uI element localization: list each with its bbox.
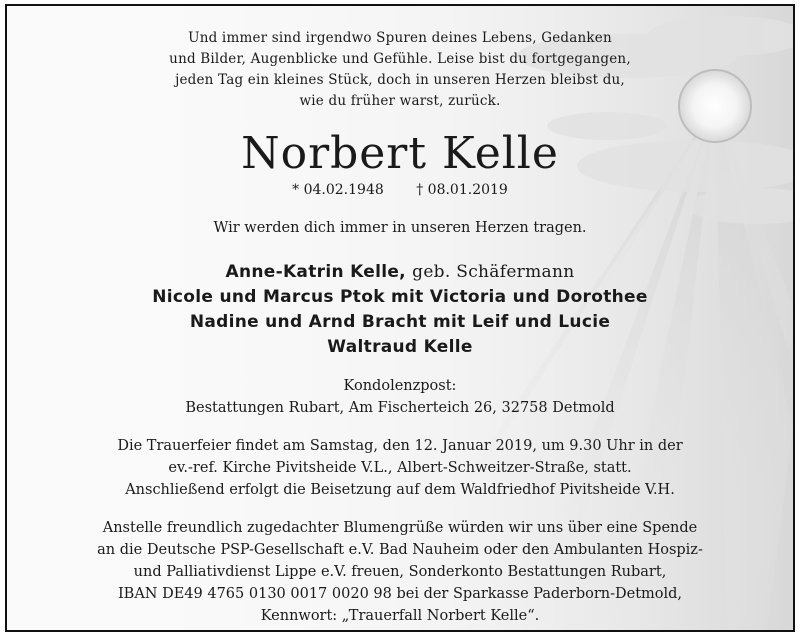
poem-line: jeden Tag ein kleines Stück, doch in unseren Herzen bleibst du, — [175, 72, 625, 88]
donation-line: Anstelle freundlich zugedachter Blumengrüße würden wir uns über eine Spende — [102, 520, 698, 536]
mourner-line — [7, 262, 793, 282]
funeral-line: ev.-ref. Kirche Pivitsheide V.L., Albert-Schweitzer-Straße, statt. — [168, 460, 632, 476]
poem-line: wie du früher warst, zurück. — [299, 93, 501, 109]
birth-date: * 04.02.1948 — [292, 182, 384, 198]
donation-line: Kennwort: „Trauerfall Norbert Kelle“. — [260, 608, 540, 624]
condolence-label: Kondolenzpost: — [343, 378, 457, 394]
poem-line: und Bilder, Augenblicke und Gefühle. Leise bist du fortgegangen, — [169, 51, 631, 67]
donation-line: und Palliativdienst Lippe e.V. freuen, Sonderkonto Bestattungen Rubart, — [133, 564, 667, 580]
condolence-address: Bestattungen Rubart, Am Fischerteich 26, 32758 Detmold — [185, 400, 615, 416]
notice-text — [7, 6, 793, 630]
obituary-notice — [5, 4, 795, 632]
funeral-line: Anschließend erfolgt die Beisetzung auf dem Waldfriedhof Pivitsheide V.H. — [125, 482, 675, 498]
donation-line: IBAN DE49 4765 0130 0017 0020 98 bei der Sparkasse Paderborn-Detmold, — [117, 586, 683, 602]
maiden-name: geb. Schäfermann — [412, 262, 575, 282]
donation-line: an die Deutsche PSP-Gesellschaft e.V. Bad Nauheim oder den Ambulanten Hospiz- — [97, 542, 703, 558]
mourner-line: Nadine und Arnd Bracht mit Leif und Lucie — [189, 312, 611, 332]
motto: Wir werden dich immer in unseren Herzen tragen. — [213, 220, 587, 236]
mourner-line: Nicole und Marcus Ptok mit Victoria und Dorothee — [152, 287, 648, 307]
mourner-line: Waltraud Kelle — [327, 337, 473, 357]
funeral-line: Die Trauerfeier findet am Samstag, den 12. Januar 2019, um 9.30 Uhr in der — [117, 438, 683, 454]
mourner-name: Anne-Katrin Kelle, — [225, 262, 406, 282]
life-dates — [7, 182, 793, 198]
poem-line: Und immer sind irgendwo Spuren deines Lebens, Gedanken — [188, 30, 612, 46]
deceased-name: Norbert Kelle — [241, 128, 559, 179]
death-date: † 08.01.2019 — [416, 182, 508, 198]
